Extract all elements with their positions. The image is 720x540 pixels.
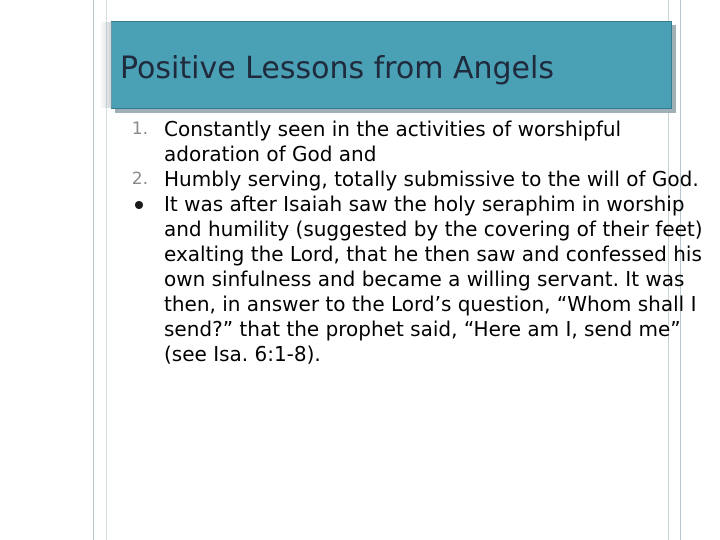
lesson-list <box>80 117 703 367</box>
list-number: 1. <box>131 119 148 139</box>
list-item-text: Humbly serving, totally submissive to the will of God. <box>164 167 699 191</box>
list-number: 2. <box>131 169 148 189</box>
list-item <box>80 117 704 167</box>
list-item-text: It was after Isaiah saw the holy seraphim in worship and humility (suggested by the covering of their feet) exalting the Lord, that he then saw and confessed his own sinfulness and became a willing servant. It was then, in answer to the Lord’s question, “Whom shall I send?” that the prophet said, “Here am I, send me” (see Isa. 6:1-8). <box>164 192 703 366</box>
list-item-text: Constantly seen in the activities of worshipful adoration of God and <box>164 117 622 166</box>
bullet-dot-icon <box>135 201 143 209</box>
list-item <box>80 167 704 192</box>
slide-title: Positive Lessons from Angels <box>120 51 554 86</box>
list-item <box>80 192 704 367</box>
